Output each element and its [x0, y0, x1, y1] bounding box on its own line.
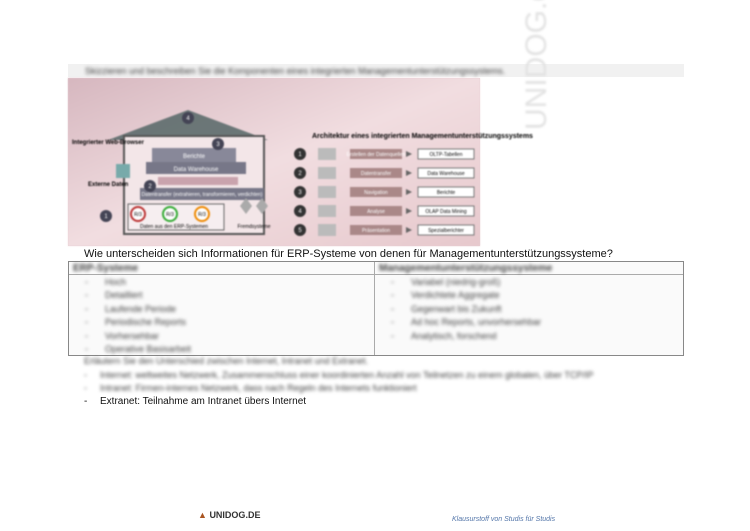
r3-label: R/3 — [166, 212, 174, 218]
list-item-text: Internet: weltweites Netzwerk, Zusammenschluss einer koordinierten Anzahl von Teilnetzen zu einem globalen, über TCP/IP — [100, 370, 594, 380]
header-line — [69, 274, 683, 275]
foreign-label: Fremdsysteme — [237, 224, 271, 230]
globe-icon — [116, 164, 130, 178]
step-number: 1 — [298, 152, 302, 158]
warehouse-strip — [158, 177, 238, 185]
table-item: - Analytisch, forschend — [411, 330, 541, 343]
table-item: - Periodische Reports — [105, 316, 191, 329]
table-item: - Ad hoc Reports, unvorhersehbar — [411, 316, 541, 329]
house-top-label: Berichte — [182, 154, 206, 160]
architecture-photo — [68, 78, 533, 246]
logo-text: UNIDOG.DE — [209, 510, 261, 520]
circle-number-label: 3 — [216, 142, 220, 148]
r3-label: R/3 — [134, 212, 142, 218]
step-number: 4 — [298, 209, 302, 215]
bullet-dash: - — [84, 396, 88, 407]
step-right-label: Spezialberichter — [428, 228, 464, 234]
watermark — [520, 90, 750, 130]
step-left-label: Präsentation — [361, 228, 391, 234]
list-item-text: Intranet: Firmen-internes Netzwerk, dass nach Regeln des Internets funktioniert — [100, 383, 417, 393]
footer-text: Klausurstoff von Studis für Studis — [452, 516, 556, 523]
mus-items — [411, 276, 541, 343]
warehouse-label: Data Warehouse — [173, 167, 219, 173]
circle-number-label: 1 — [104, 214, 108, 220]
circle-number-label: 4 — [186, 116, 190, 122]
bullet-dash: - — [84, 383, 87, 393]
comparison-table — [68, 261, 684, 356]
step-number: 3 — [298, 190, 302, 196]
step-number: 5 — [298, 228, 302, 234]
step-right-label: OLAP Data Mining — [425, 209, 467, 215]
erp-items — [105, 276, 191, 356]
step-right-label: Berichte — [436, 190, 456, 196]
step-icon — [318, 167, 336, 179]
step-left-label: Analyse — [367, 209, 385, 215]
question-3: Erläutern Sie den Unterschied zwischen Internet, Intranet und Extranet. — [84, 356, 369, 366]
question-2: Wie unterscheiden sich Informationen für ERP-Systeme von denen für Managementunterstützungssysteme? — [84, 248, 613, 260]
transfer-label: Datentransfer (extrahieren, transformieren, verdichten) — [141, 192, 263, 198]
step-icon — [318, 224, 336, 236]
external-label: Externe Daten — [88, 182, 129, 188]
table-item: - Detailliert — [105, 289, 191, 302]
browser-label: Integrierter Web-Browser — [72, 140, 144, 146]
architecture-diagram — [68, 78, 533, 246]
dog-icon: ▲ — [198, 510, 207, 520]
table-item: - Variabel (niedrig-groß) — [411, 276, 541, 289]
table-item: - Gegenwart bis Zukunft — [411, 303, 541, 316]
table-item: - Hoch — [105, 276, 191, 289]
table-item: - Operative Basisarbeit — [105, 343, 191, 356]
column-divider — [374, 262, 375, 355]
mus-header: Managementunterstützungssysteme — [379, 263, 553, 274]
erp-header: ERP-Systeme — [73, 263, 139, 274]
table-item: - Vorhersehbar — [105, 330, 191, 343]
step-right-label: OLTP-Tabellen — [429, 152, 463, 158]
unidog-logo — [198, 510, 260, 520]
question-1: Skizzieren und beschreiben Sie die Komponenten eines integrierten Managementunterstützungssystems. — [85, 66, 506, 76]
step-number: 2 — [298, 171, 302, 177]
step-icon — [318, 205, 336, 217]
architecture-title: Architektur eines integrierten Managementunterstützungssystems — [312, 133, 533, 140]
step-left-label: Navigation — [364, 190, 388, 196]
step-right-label: Data Warehouse — [427, 171, 465, 177]
step-icon — [318, 148, 336, 160]
erp-label: Daten aus den ERP-Systemen — [139, 224, 209, 230]
table-item: - Laufende Periode — [105, 303, 191, 316]
list-item-text: Extranet: Teilnahme am Intranet übers Internet — [100, 396, 307, 407]
r3-label: R/3 — [198, 212, 206, 218]
bullet-dash: - — [84, 370, 87, 380]
step-left-label: Datentransfer — [360, 171, 392, 177]
step-icon — [318, 186, 336, 198]
step-left-label: Erstellen der Datenquellen — [346, 152, 406, 158]
table-item: - Verdichtete Aggregate — [411, 289, 541, 302]
circle-number-label: 2 — [148, 184, 152, 190]
